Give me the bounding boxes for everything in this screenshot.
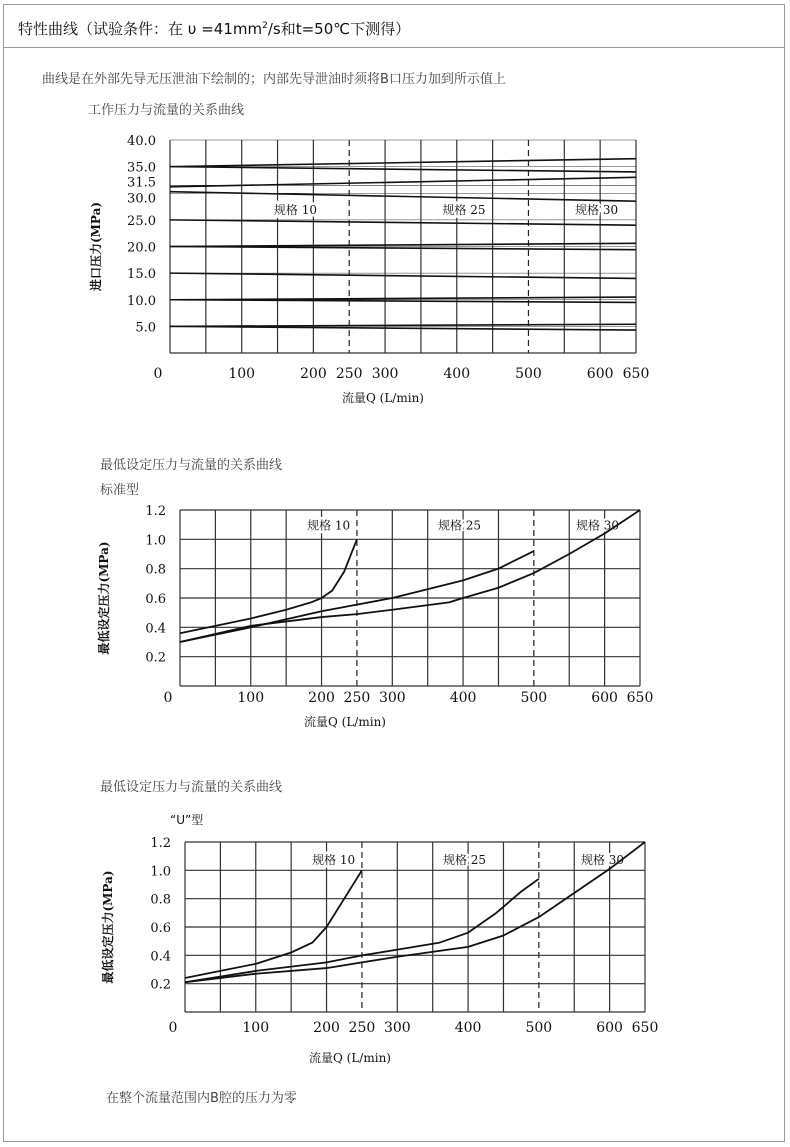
y-axis-label: 最低设定压力(MPa) — [97, 541, 111, 655]
title-text: 特性曲线（试验条件：在 υ =41mm — [18, 20, 263, 38]
x-tick-label: 500 — [515, 366, 542, 382]
y-tick-label: 0.4 — [145, 621, 166, 637]
x-tick-label: 0 — [168, 1020, 178, 1036]
x-tick-label: 200 — [313, 1020, 340, 1036]
y-tick-label: 30.0 — [127, 191, 156, 207]
x-tick-label: 400 — [454, 1020, 482, 1036]
y-tick-label: 0.2 — [150, 977, 171, 993]
x-tick-label: 500 — [520, 690, 548, 706]
size-region-label: 规格 10 — [273, 203, 318, 218]
x-tick-label: 300 — [378, 690, 406, 706]
x-tick-label: 250 — [335, 366, 363, 382]
y-tick-label: 1.2 — [150, 836, 171, 851]
x-axis-label: 流量Q (L/min) — [342, 391, 424, 405]
x-axis-label: 流量Q (L/min) — [304, 715, 386, 729]
chart-subtitle: “U”型 — [170, 813, 204, 827]
x-tick-label: 0 — [153, 366, 163, 382]
title-superscript: 2 — [262, 21, 268, 31]
x-tick-label: 250 — [343, 690, 371, 706]
y-tick-label: 0.6 — [145, 592, 166, 607]
y-tick-label: 35.0 — [127, 160, 156, 176]
size-region-label: 规格 10 — [307, 518, 351, 533]
x-tick-label: 300 — [371, 366, 399, 382]
y-tick-label: 31.5 — [127, 175, 156, 191]
x-tick-label: 400 — [443, 366, 471, 382]
x-tick-label: 200 — [308, 690, 335, 706]
y-tick-label: 15.0 — [127, 267, 156, 283]
note-text: 曲线是在外部先导无压泄油下绘制的；内部先导泄油时须将B口压力加到所示值上 — [42, 72, 506, 87]
x-tick-label: 500 — [525, 1020, 553, 1036]
x-tick-label: 200 — [300, 366, 327, 382]
y-tick-label: 0.8 — [145, 562, 166, 578]
x-tick-label: 400 — [449, 690, 477, 706]
x-tick-label: 650 — [631, 1020, 659, 1036]
x-tick-label: 300 — [383, 1020, 411, 1036]
y-tick-label: 1.0 — [150, 864, 171, 880]
y-axis-label: 最低设定压力(MPa) — [101, 870, 115, 984]
x-axis-label: 流量Q (L/min) — [309, 1051, 391, 1065]
footer-note: 在整个流量范围内B腔的压力为零 — [106, 1091, 297, 1106]
y-tick-label: 10.0 — [127, 293, 156, 309]
x-tick-label: 650 — [626, 690, 654, 706]
y-tick-label: 0.8 — [150, 892, 171, 908]
y-tick-label: 0.4 — [150, 949, 171, 965]
size-region-label: 规格 10 — [312, 853, 356, 867]
x-tick-label: 650 — [622, 366, 650, 382]
y-tick-label: 25.0 — [127, 213, 156, 229]
x-tick-label: 100 — [228, 366, 256, 382]
y-tick-label: 5.0 — [135, 320, 156, 336]
chart-title: 工作压力与流量的关系曲线 — [88, 103, 245, 118]
title-text-suffix: /s和t=50℃下测得） — [267, 20, 411, 38]
size-region-label: 规格 25 — [437, 518, 482, 533]
y-tick-label: 40.0 — [127, 134, 156, 149]
x-tick-label: 100 — [237, 690, 265, 706]
x-tick-label: 100 — [242, 1020, 270, 1036]
chart-title: 最低设定压力与流量的关系曲线 — [100, 458, 283, 473]
x-tick-label: 0 — [163, 690, 173, 706]
series-line — [185, 870, 362, 978]
x-tick-label: 600 — [596, 1020, 623, 1036]
size-region-label: 规格 25 — [442, 203, 486, 218]
series-line — [185, 842, 645, 982]
x-tick-label: 250 — [348, 1020, 376, 1036]
x-tick-label: 600 — [586, 366, 614, 382]
y-tick-label: 20.0 — [127, 240, 156, 256]
x-tick-label: 600 — [591, 690, 618, 706]
y-tick-label: 0.6 — [150, 921, 171, 936]
chart-subtitle: 标准型 — [100, 483, 140, 498]
y-tick-label: 0.2 — [145, 650, 166, 666]
chart-title: 最低设定压力与流量的关系曲线 — [100, 780, 283, 795]
size-region-label: 规格 30 — [575, 203, 619, 218]
y-tick-label: 1.2 — [145, 504, 166, 519]
size-region-label: 规格 25 — [442, 853, 487, 867]
size-region-label: 规格 30 — [580, 853, 625, 867]
y-tick-label: 1.0 — [145, 533, 166, 549]
y-axis-label: 进口压力(MPa) — [89, 201, 103, 292]
size-region-label: 规格 30 — [575, 518, 620, 533]
